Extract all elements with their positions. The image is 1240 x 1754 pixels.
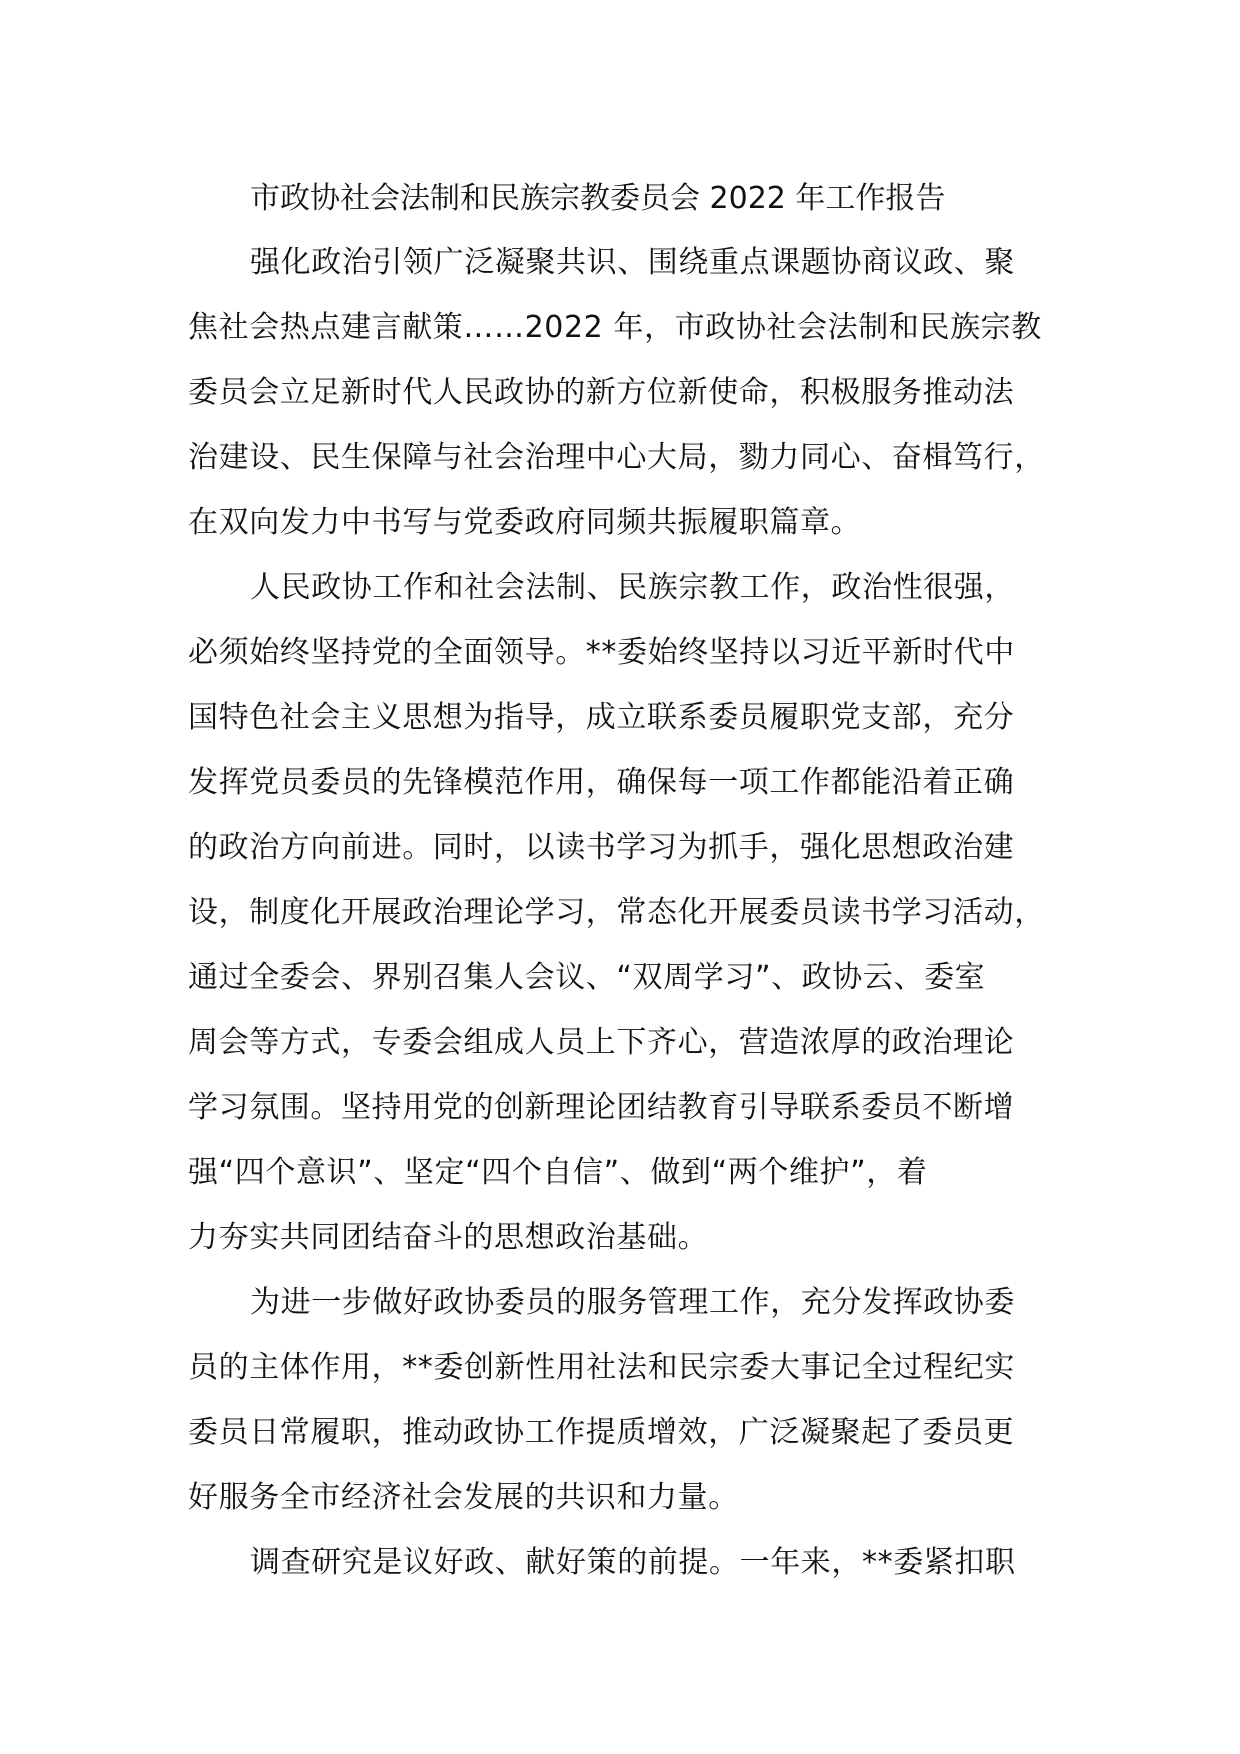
paragraph-line: 通过全委会、界别召集人会议、“双周学习”、政协云、委室	[188, 960, 986, 995]
paragraph-2	[188, 555, 1076, 1270]
paragraph-4	[188, 1530, 1076, 1595]
paragraph-line: 学习氛围。坚持用党的创新理论团结教育引导联系委员不断增	[188, 1090, 1015, 1125]
paragraph-line: 强“四个意识”、坚定“四个自信”、做到“两个维护”，着	[188, 1155, 928, 1190]
paragraph-line: 设，制度化开展政治理论学习，常态化开展委员读书学习活动，	[188, 895, 1045, 930]
paragraph-line: 为进一步做好政协委员的服务管理工作，充分发挥政协委	[250, 1285, 1015, 1320]
paragraph-line: 力夯实共同团结奋斗的思想政治基础。	[188, 1220, 709, 1255]
paragraph-line: 强化政治引领广泛凝聚共识、围绕重点课题协商议政、聚	[250, 245, 1015, 280]
paragraph-line: 的政治方向前进。同时，以读书学习为抓手，强化思想政治建	[188, 830, 1015, 865]
paragraph-line: 委员会立足新时代人民政协的新方位新使命，积极服务推动法	[188, 375, 1015, 410]
document-body	[188, 168, 1076, 1595]
paragraph-line: 国特色社会主义思想为指导，成立联系委员履职党支部，充分	[188, 700, 1015, 735]
paragraph-line: 调查研究是议好政、献好策的前提。一年来，**委紧扣职	[250, 1545, 1016, 1580]
paragraph-line: 发挥党员委员的先锋模范作用，确保每一项工作都能沿着正确	[188, 765, 1015, 800]
paragraph-line: 焦社会热点建言献策……2022 年，市政协社会法制和民族宗教	[188, 310, 1042, 345]
document-title: 市政协社会法制和民族宗教委员会 2022 年工作报告	[250, 181, 946, 216]
paragraph-3	[188, 1270, 1076, 1530]
paragraph-line: 治建设、民生保障与社会治理中心大局，勠力同心、奋楫笃行，	[188, 440, 1045, 475]
paragraph-line: 委员日常履职，推动政协工作提质增效，广泛凝聚起了委员更	[188, 1415, 1015, 1450]
paragraph-line: 好服务全市经济社会发展的共识和力量。	[188, 1480, 739, 1515]
paragraph-line: 周会等方式，专委会组成人员上下齐心，营造浓厚的政治理论	[188, 1025, 1015, 1060]
paragraph-line: 人民政协工作和社会法制、民族宗教工作，政治性很强，	[250, 570, 1015, 605]
paragraph-line: 员的主体作用，**委创新性用社法和民宗委大事记全过程纪实	[188, 1350, 1015, 1385]
paragraph-line: 必须始终坚持党的全面领导。**委始终坚持以习近平新时代中	[188, 635, 1015, 670]
paragraph-1	[188, 230, 1076, 555]
paragraph-line: 在双向发力中书写与党委政府同频共振履职篇章。	[188, 505, 862, 540]
